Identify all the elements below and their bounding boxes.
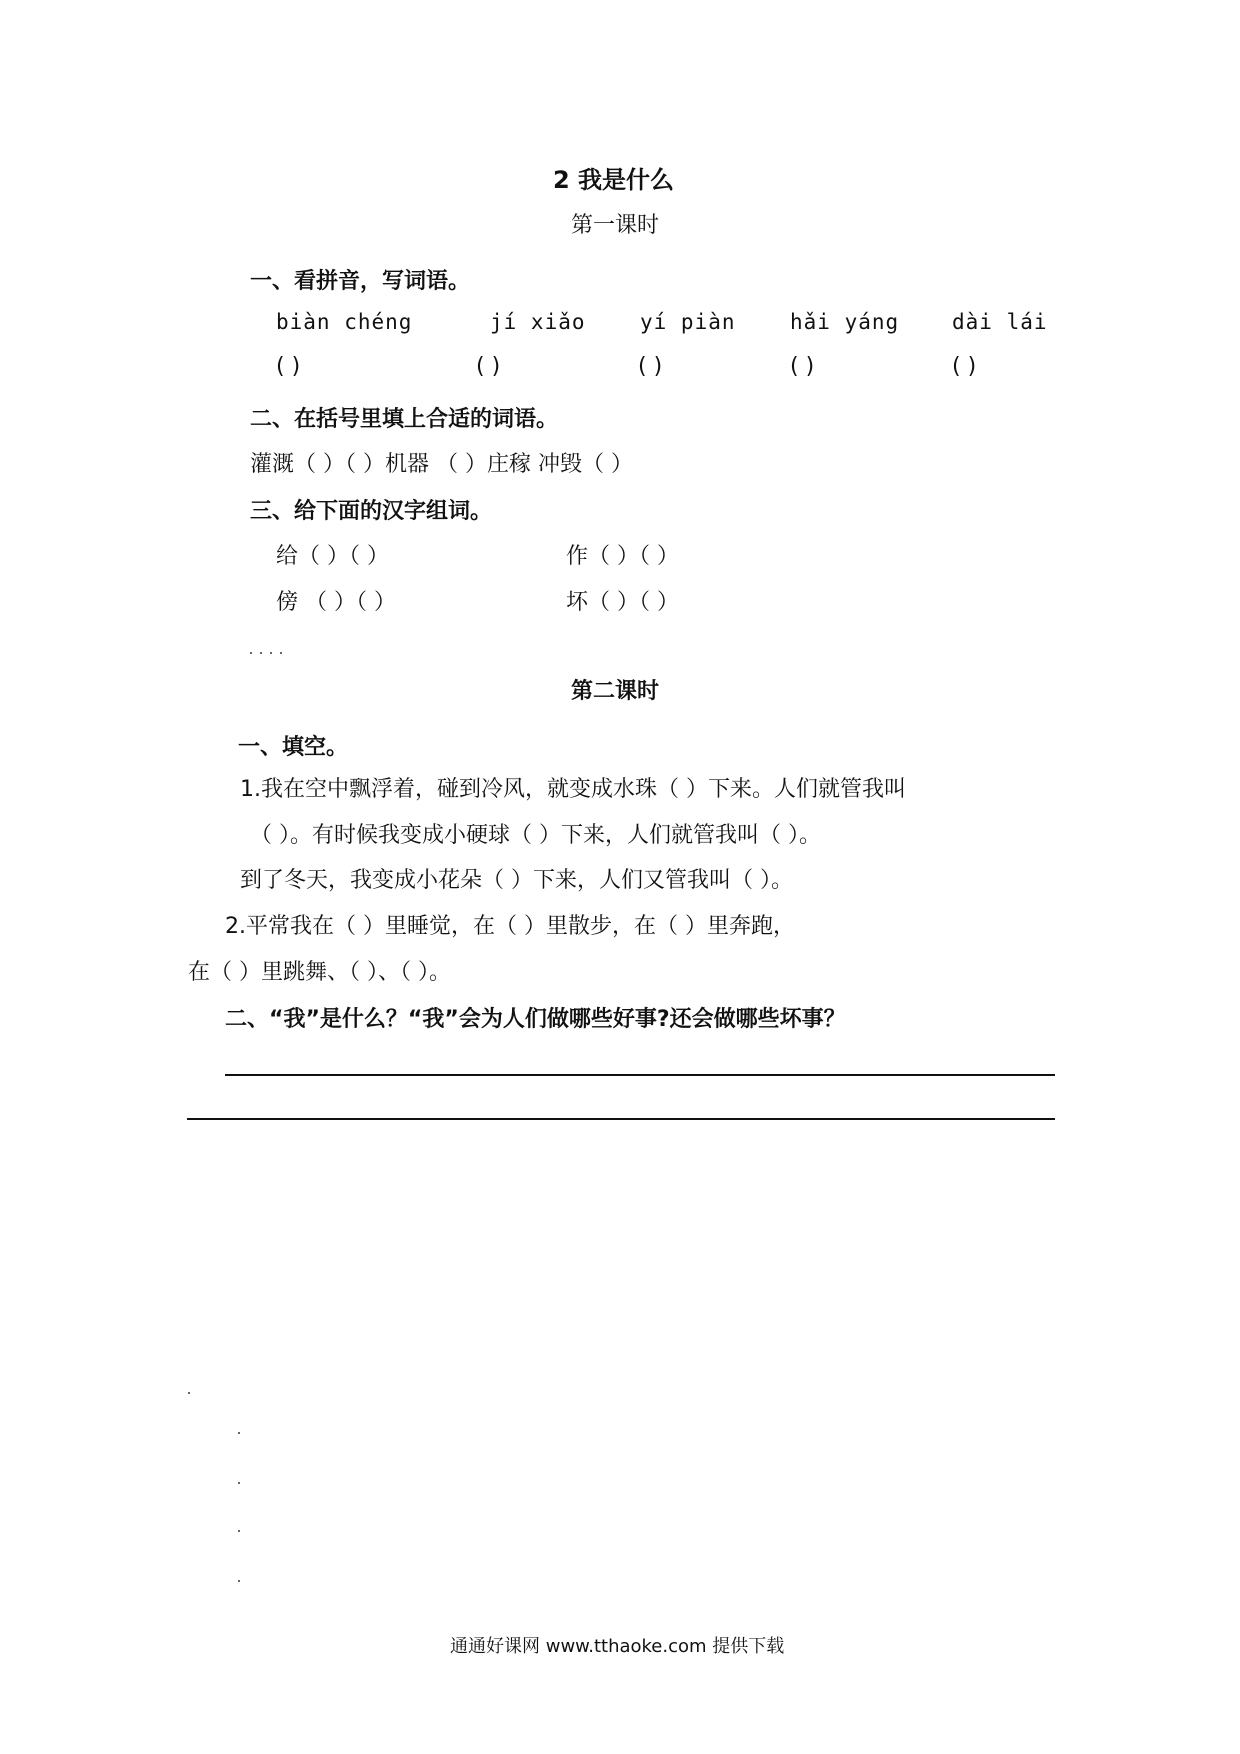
- scan-dot: [188, 1392, 190, 1394]
- fill-q1-line3: 到了冬天，我变成小花朵（ ）下来，人们又管我叫（ ）。: [240, 868, 793, 893]
- pinyin-item: dài lái: [952, 310, 1048, 334]
- fill-q1-line2: （ ）。有时候我变成小硬球（ ）下来，人们就管我叫（ ）。: [250, 823, 821, 848]
- word-group-bang: 傍 （ ）（ ）: [276, 590, 396, 615]
- scan-dot: [250, 652, 252, 654]
- pinyin-item: yí piàn: [640, 310, 736, 334]
- scan-dot: [270, 652, 272, 654]
- answer-line: [225, 1074, 1055, 1076]
- page-footer: 通通好课网 www.tthaoke.com 提供下载: [450, 1636, 785, 1657]
- pinyin-item: biàn chéng: [276, 310, 413, 334]
- lesson1-section3-heading: 三、给下面的汉字组词。: [250, 499, 493, 524]
- word-group-huai: 坏（ ）（ ）: [566, 590, 679, 615]
- scan-dot: [238, 1580, 240, 1582]
- word-group-zuo: 作（ ）（ ）: [566, 544, 679, 569]
- lesson1-section2-heading: 二、在括号里填上合适的词语。: [250, 407, 559, 432]
- answer-blank: ( ): [638, 354, 663, 379]
- lesson2-section2-heading: 二、“我”是什么？“我”会为人们做哪些好事?还会做哪些坏事？: [225, 1007, 846, 1032]
- scan-dot: [238, 1432, 240, 1434]
- answer-blank: ( ): [276, 354, 301, 379]
- answer-line: [187, 1118, 1055, 1120]
- scan-dot: [260, 652, 262, 654]
- fill-q1-line1: 1.我在空中飘浮着，碰到冷风，就变成水珠（ ）下来。人们就管我叫: [240, 777, 906, 802]
- fill-q2-line1: 2.平常我在（ ）里睡觉，在（ ）里散步，在（ ）里奔跑，: [225, 914, 795, 939]
- page-title: 2 我是什么: [553, 166, 675, 194]
- answer-blank: ( ): [790, 354, 815, 379]
- pinyin-item: hǎi yáng: [790, 310, 900, 334]
- scan-dot: [238, 1482, 240, 1484]
- scan-dot: [280, 652, 282, 654]
- lesson1-section1-heading: 一、看拼音，写词语。: [250, 269, 471, 294]
- lesson1-heading: 第一课时: [571, 213, 660, 238]
- answer-blank: ( ): [952, 354, 977, 379]
- pinyin-item: jí xiǎo: [490, 310, 586, 334]
- answer-blank: ( ): [476, 354, 501, 379]
- lesson2-section1-heading: 一、填空。: [238, 735, 349, 760]
- fill-q2-line2: 在（ ）里跳舞、（ ）、（ ）。: [188, 960, 451, 985]
- scan-dot: [238, 1530, 240, 1532]
- lesson1-section2-line: 灌溉（ ）（ ）机器 （ ）庄稼 冲毁（ ）: [250, 452, 633, 477]
- lesson2-heading: 第二课时: [571, 679, 660, 704]
- word-group-gei: 给（ ）（ ）: [276, 544, 389, 569]
